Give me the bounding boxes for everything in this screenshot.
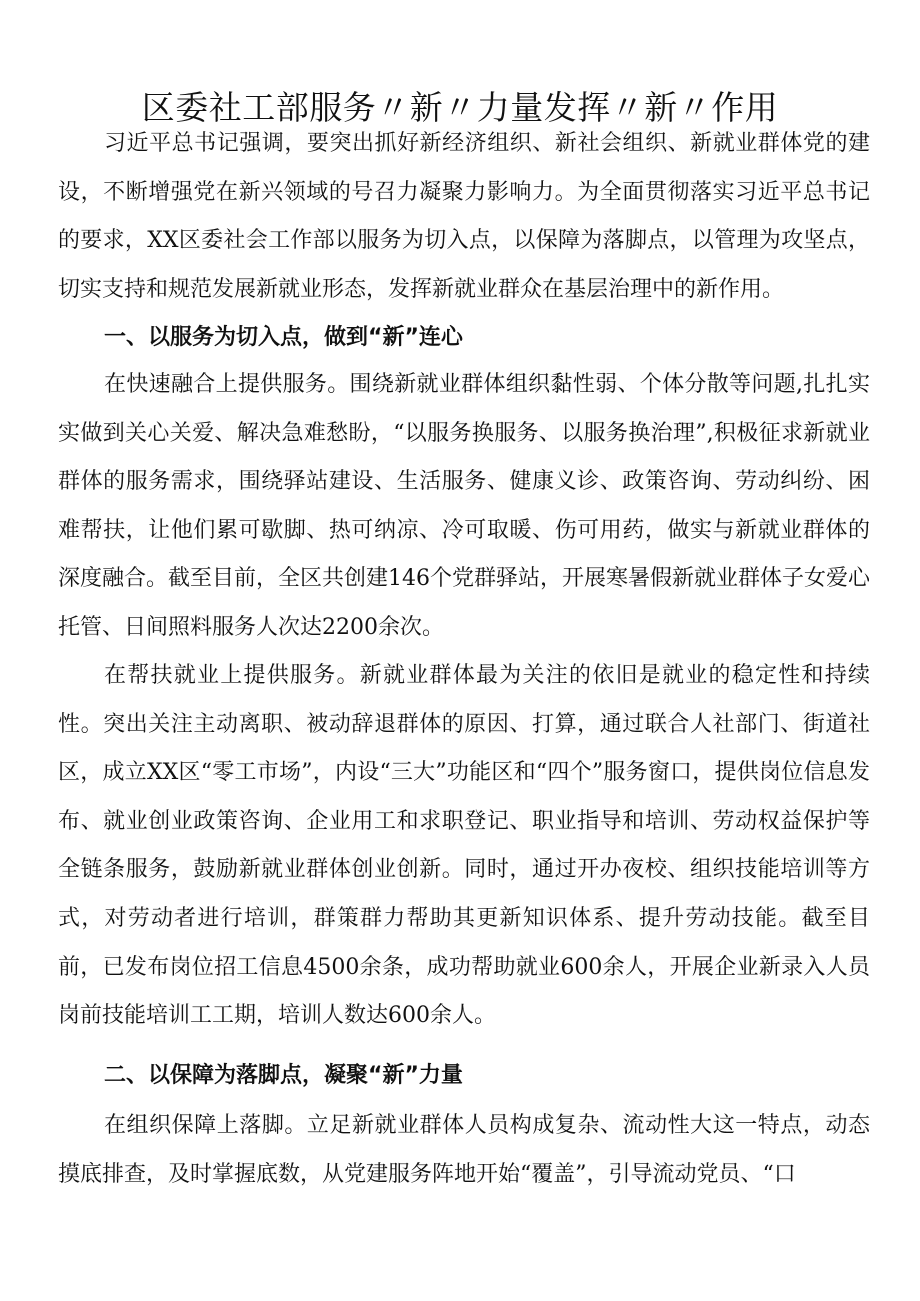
section-2-heading: 二、以保障为落脚点，凝聚“新”力量 — [104, 1063, 463, 1088]
section-2-paragraph-1: 在组织保障上落脚。立足新就业群体人员构成复杂、流动性大这一特点，动态摸底排查，及时掌握底数，从党建服务阵地开始“覆盖”，引导流动党员、“口 — [58, 1113, 870, 1187]
section-1-paragraph-1: 在快速融合上提供服务。围绕新就业群体组织黏性弱、个体分散等问题,扎扎实实做到关心关爱、解决急难愁盼，“以服务换服务、以服务换治理”,积极征求新就业群体的服务需求，围绕驿站建设、生活服务、健康义诊、政策咨询、劳动纠纷、困难帮扶，让他们累可歇脚、热可纳凉、冷可取暖、伤可用药，做实与新就业群体的深度融合。截至目前，全区共创建146个党群驿站，开展寒暑假新就业群体子女爱心托管、日间照料服务人次达2200余次。 — [58, 372, 870, 640]
document-title: 区委社工部服务〃新〃力量发挥〃新〃作用 — [141, 88, 779, 128]
section-1-paragraph-2: 在帮扶就业上提供服务。新就业群体最为关注的依旧是就业的稳定性和持续性。突出关注主动离职、被动辞退群体的原因、打算，通过联合人社部门、街道社区，成立XX区“零工市场”，内设“三大”功能区和“四个”服务窗口，提供岗位信息发布、就业创业政策咨询、企业用工和求职登记、职业指导和培训、劳动权益保护等全链条服务，鼓励新就业群体创业创新。同时，通过开办夜校、组织技能培训等方式，对劳动者进行培训，群策群力帮助其更新知识体系、提升劳动技能。截至目前，已发布岗位招工信息4500余条，成功帮助就业600余人，开展企业新录入人员岗前技能培训工工期，培训人数达600余人。 — [58, 663, 870, 1029]
intro-paragraph: 习近平总书记强调，要突出抓好新经济组织、新社会组织、新就业群体党的建设，不断增强党在新兴领域的号召力凝聚力影响力。为全面贯彻落实习近平总书记的要求，XX区委社会工作部以服务为切入点，以保障为落脚点，以管理为攻坚点，切实支持和规范发展新就业形态，发挥新就业群众在基层治理中的新作用。 — [58, 131, 870, 302]
section-1-heading: 一、以服务为切入点，做到“新”连心 — [104, 325, 463, 350]
